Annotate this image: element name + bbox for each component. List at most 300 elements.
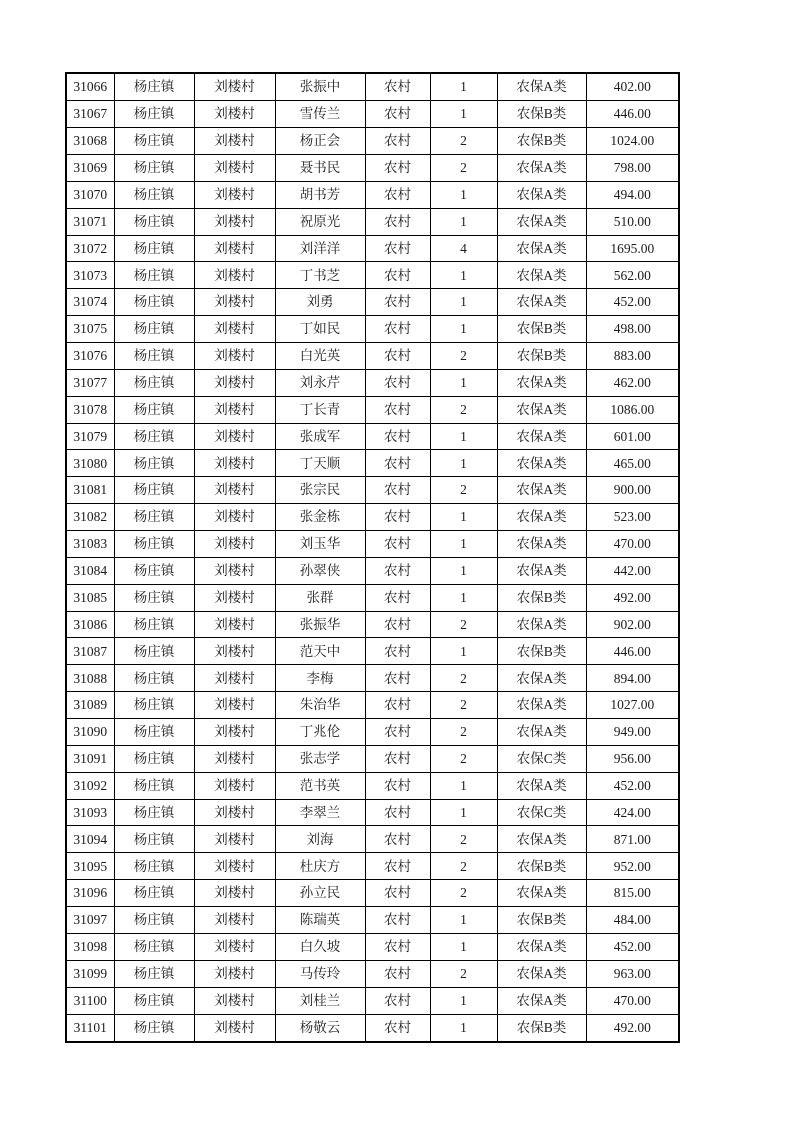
cell-residence-type: 农村: [365, 557, 430, 584]
cell-village: 刘楼村: [194, 960, 275, 987]
cell-person-count: 1: [430, 316, 497, 343]
cell-amount: 871.00: [586, 826, 679, 853]
cell-amount: 952.00: [586, 853, 679, 880]
cell-insurance-category: 农保A类: [497, 450, 586, 477]
cell-person-count: 2: [430, 880, 497, 907]
cell-person-count: 1: [430, 799, 497, 826]
cell-insurance-category: 农保A类: [497, 611, 586, 638]
cell-name: 张宗民: [275, 477, 365, 504]
cell-town: 杨庄镇: [114, 477, 194, 504]
cell-id: 31088: [66, 665, 114, 692]
cell-amount: 902.00: [586, 611, 679, 638]
cell-id: 31067: [66, 101, 114, 128]
table-row: [66, 504, 679, 531]
table-row: [66, 369, 679, 396]
cell-insurance-category: 农保B类: [497, 343, 586, 370]
cell-village: 刘楼村: [194, 450, 275, 477]
cell-residence-type: 农村: [365, 880, 430, 907]
cell-town: 杨庄镇: [114, 155, 194, 182]
cell-name: 张金栋: [275, 504, 365, 531]
cell-person-count: 1: [430, 101, 497, 128]
cell-id: 31089: [66, 692, 114, 719]
cell-amount: 452.00: [586, 933, 679, 960]
table-body: [66, 73, 679, 1042]
cell-village: 刘楼村: [194, 638, 275, 665]
cell-person-count: 1: [430, 933, 497, 960]
cell-town: 杨庄镇: [114, 181, 194, 208]
cell-person-count: 2: [430, 745, 497, 772]
cell-residence-type: 农村: [365, 423, 430, 450]
cell-name: 祝原光: [275, 208, 365, 235]
cell-amount: 1027.00: [586, 692, 679, 719]
cell-village: 刘楼村: [194, 719, 275, 746]
cell-amount: 462.00: [586, 369, 679, 396]
cell-village: 刘楼村: [194, 155, 275, 182]
cell-person-count: 1: [430, 772, 497, 799]
cell-id: 31071: [66, 208, 114, 235]
cell-insurance-category: 农保A类: [497, 181, 586, 208]
cell-town: 杨庄镇: [114, 369, 194, 396]
cell-insurance-category: 农保A类: [497, 665, 586, 692]
cell-name: 朱治华: [275, 692, 365, 719]
cell-id: 31091: [66, 745, 114, 772]
cell-town: 杨庄镇: [114, 504, 194, 531]
cell-residence-type: 农村: [365, 772, 430, 799]
table-row: [66, 987, 679, 1014]
cell-person-count: 2: [430, 719, 497, 746]
cell-residence-type: 农村: [365, 73, 430, 101]
cell-person-count: 1: [430, 584, 497, 611]
cell-village: 刘楼村: [194, 826, 275, 853]
cell-insurance-category: 农保A类: [497, 719, 586, 746]
cell-name: 聂书民: [275, 155, 365, 182]
cell-insurance-category: 农保B类: [497, 853, 586, 880]
cell-name: 张群: [275, 584, 365, 611]
cell-id: 31099: [66, 960, 114, 987]
cell-town: 杨庄镇: [114, 799, 194, 826]
cell-village: 刘楼村: [194, 853, 275, 880]
cell-id: 31095: [66, 853, 114, 880]
cell-residence-type: 农村: [365, 987, 430, 1014]
cell-name: 杨正会: [275, 128, 365, 155]
cell-amount: 601.00: [586, 423, 679, 450]
cell-id: 31070: [66, 181, 114, 208]
cell-id: 31086: [66, 611, 114, 638]
cell-residence-type: 农村: [365, 450, 430, 477]
table-row: [66, 638, 679, 665]
cell-town: 杨庄镇: [114, 343, 194, 370]
cell-name: 张成军: [275, 423, 365, 450]
cell-id: 31083: [66, 531, 114, 558]
table-row: [66, 907, 679, 934]
cell-amount: 494.00: [586, 181, 679, 208]
table-row: [66, 128, 679, 155]
cell-person-count: 1: [430, 73, 497, 101]
cell-town: 杨庄镇: [114, 262, 194, 289]
cell-insurance-category: 农保A类: [497, 826, 586, 853]
cell-residence-type: 农村: [365, 665, 430, 692]
cell-residence-type: 农村: [365, 692, 430, 719]
cell-insurance-category: 农保A类: [497, 262, 586, 289]
table-row: [66, 611, 679, 638]
cell-town: 杨庄镇: [114, 557, 194, 584]
cell-village: 刘楼村: [194, 665, 275, 692]
cell-id: 31072: [66, 235, 114, 262]
cell-town: 杨庄镇: [114, 101, 194, 128]
cell-person-count: 2: [430, 611, 497, 638]
cell-person-count: 1: [430, 208, 497, 235]
cell-name: 胡书芳: [275, 181, 365, 208]
cell-id: 31079: [66, 423, 114, 450]
cell-residence-type: 农村: [365, 235, 430, 262]
cell-insurance-category: 农保A类: [497, 880, 586, 907]
cell-insurance-category: 农保A类: [497, 155, 586, 182]
cell-insurance-category: 农保B类: [497, 128, 586, 155]
table-row: [66, 584, 679, 611]
cell-town: 杨庄镇: [114, 531, 194, 558]
cell-id: 31094: [66, 826, 114, 853]
cell-id: 31090: [66, 719, 114, 746]
cell-amount: 452.00: [586, 289, 679, 316]
cell-amount: 900.00: [586, 477, 679, 504]
cell-amount: 1086.00: [586, 396, 679, 423]
cell-amount: 446.00: [586, 638, 679, 665]
cell-insurance-category: 农保A类: [497, 477, 586, 504]
cell-village: 刘楼村: [194, 343, 275, 370]
cell-insurance-category: 农保A类: [497, 423, 586, 450]
cell-insurance-category: 农保A类: [497, 73, 586, 101]
cell-town: 杨庄镇: [114, 1014, 194, 1042]
cell-residence-type: 农村: [365, 369, 430, 396]
cell-town: 杨庄镇: [114, 316, 194, 343]
cell-amount: 446.00: [586, 101, 679, 128]
cell-town: 杨庄镇: [114, 289, 194, 316]
cell-person-count: 2: [430, 665, 497, 692]
cell-residence-type: 农村: [365, 477, 430, 504]
cell-town: 杨庄镇: [114, 450, 194, 477]
cell-name: 陈瑞英: [275, 907, 365, 934]
table-row: [66, 880, 679, 907]
cell-insurance-category: 农保A类: [497, 531, 586, 558]
cell-name: 刘玉华: [275, 531, 365, 558]
cell-amount: 949.00: [586, 719, 679, 746]
table-row: [66, 477, 679, 504]
table-row: [66, 450, 679, 477]
cell-village: 刘楼村: [194, 880, 275, 907]
cell-town: 杨庄镇: [114, 853, 194, 880]
cell-person-count: 2: [430, 343, 497, 370]
cell-amount: 498.00: [586, 316, 679, 343]
table-row: [66, 423, 679, 450]
cell-name: 刘海: [275, 826, 365, 853]
cell-town: 杨庄镇: [114, 611, 194, 638]
cell-insurance-category: 农保B类: [497, 907, 586, 934]
cell-name: 张振中: [275, 73, 365, 101]
cell-village: 刘楼村: [194, 557, 275, 584]
cell-village: 刘楼村: [194, 181, 275, 208]
insurance-roster-table: [65, 72, 680, 1043]
cell-id: 31101: [66, 1014, 114, 1042]
cell-residence-type: 农村: [365, 745, 430, 772]
cell-person-count: 1: [430, 369, 497, 396]
cell-town: 杨庄镇: [114, 745, 194, 772]
cell-town: 杨庄镇: [114, 907, 194, 934]
cell-name: 范书英: [275, 772, 365, 799]
table-row: [66, 557, 679, 584]
cell-village: 刘楼村: [194, 799, 275, 826]
cell-id: 31076: [66, 343, 114, 370]
table-row: [66, 960, 679, 987]
cell-village: 刘楼村: [194, 73, 275, 101]
cell-town: 杨庄镇: [114, 638, 194, 665]
cell-amount: 798.00: [586, 155, 679, 182]
table-row: [66, 208, 679, 235]
table-row: [66, 826, 679, 853]
cell-amount: 1695.00: [586, 235, 679, 262]
cell-amount: 956.00: [586, 745, 679, 772]
cell-name: 杨敬云: [275, 1014, 365, 1042]
cell-id: 31097: [66, 907, 114, 934]
cell-village: 刘楼村: [194, 101, 275, 128]
table-row: [66, 262, 679, 289]
cell-insurance-category: 农保A类: [497, 289, 586, 316]
cell-residence-type: 农村: [365, 289, 430, 316]
cell-amount: 883.00: [586, 343, 679, 370]
cell-name: 马传玲: [275, 960, 365, 987]
cell-residence-type: 农村: [365, 719, 430, 746]
cell-id: 31077: [66, 369, 114, 396]
cell-amount: 562.00: [586, 262, 679, 289]
cell-village: 刘楼村: [194, 128, 275, 155]
cell-id: 31100: [66, 987, 114, 1014]
cell-town: 杨庄镇: [114, 880, 194, 907]
cell-village: 刘楼村: [194, 208, 275, 235]
cell-name: 丁如民: [275, 316, 365, 343]
cell-id: 31098: [66, 933, 114, 960]
cell-person-count: 1: [430, 638, 497, 665]
cell-town: 杨庄镇: [114, 584, 194, 611]
cell-town: 杨庄镇: [114, 933, 194, 960]
table-row: [66, 933, 679, 960]
cell-person-count: 2: [430, 128, 497, 155]
cell-amount: 894.00: [586, 665, 679, 692]
cell-id: 31066: [66, 73, 114, 101]
cell-residence-type: 农村: [365, 128, 430, 155]
cell-village: 刘楼村: [194, 369, 275, 396]
cell-village: 刘楼村: [194, 692, 275, 719]
cell-id: 31093: [66, 799, 114, 826]
cell-person-count: 2: [430, 692, 497, 719]
cell-person-count: 1: [430, 450, 497, 477]
cell-amount: 492.00: [586, 584, 679, 611]
cell-amount: 484.00: [586, 907, 679, 934]
cell-person-count: 1: [430, 289, 497, 316]
cell-person-count: 4: [430, 235, 497, 262]
cell-town: 杨庄镇: [114, 960, 194, 987]
cell-insurance-category: 农保B类: [497, 638, 586, 665]
table-row: [66, 853, 679, 880]
table-row: [66, 396, 679, 423]
table-row: [66, 73, 679, 101]
cell-id: 31092: [66, 772, 114, 799]
cell-name: 雪传兰: [275, 101, 365, 128]
table-row: [66, 719, 679, 746]
cell-village: 刘楼村: [194, 235, 275, 262]
cell-id: 31074: [66, 289, 114, 316]
cell-person-count: 1: [430, 181, 497, 208]
cell-residence-type: 农村: [365, 316, 430, 343]
cell-name: 丁天顺: [275, 450, 365, 477]
cell-person-count: 1: [430, 987, 497, 1014]
cell-id: 31075: [66, 316, 114, 343]
cell-id: 31085: [66, 584, 114, 611]
cell-insurance-category: 农保A类: [497, 369, 586, 396]
table-row: [66, 692, 679, 719]
cell-amount: 1024.00: [586, 128, 679, 155]
cell-village: 刘楼村: [194, 584, 275, 611]
cell-person-count: 2: [430, 853, 497, 880]
cell-village: 刘楼村: [194, 772, 275, 799]
cell-id: 31073: [66, 262, 114, 289]
cell-name: 杜庆方: [275, 853, 365, 880]
cell-village: 刘楼村: [194, 477, 275, 504]
cell-town: 杨庄镇: [114, 423, 194, 450]
cell-town: 杨庄镇: [114, 772, 194, 799]
cell-id: 31084: [66, 557, 114, 584]
cell-name: 刘永芹: [275, 369, 365, 396]
cell-town: 杨庄镇: [114, 719, 194, 746]
cell-person-count: 2: [430, 155, 497, 182]
cell-insurance-category: 农保A类: [497, 960, 586, 987]
cell-insurance-category: 农保A类: [497, 396, 586, 423]
cell-name: 白光英: [275, 343, 365, 370]
cell-name: 丁长青: [275, 396, 365, 423]
cell-person-count: 1: [430, 557, 497, 584]
cell-insurance-category: 农保A类: [497, 208, 586, 235]
cell-village: 刘楼村: [194, 611, 275, 638]
cell-village: 刘楼村: [194, 396, 275, 423]
cell-name: 刘桂兰: [275, 987, 365, 1014]
cell-residence-type: 农村: [365, 799, 430, 826]
cell-town: 杨庄镇: [114, 128, 194, 155]
cell-insurance-category: 农保A类: [497, 557, 586, 584]
cell-town: 杨庄镇: [114, 665, 194, 692]
cell-amount: 815.00: [586, 880, 679, 907]
cell-amount: 510.00: [586, 208, 679, 235]
cell-person-count: 2: [430, 826, 497, 853]
cell-amount: 424.00: [586, 799, 679, 826]
cell-insurance-category: 农保A类: [497, 692, 586, 719]
cell-insurance-category: 农保B类: [497, 1014, 586, 1042]
cell-residence-type: 农村: [365, 155, 430, 182]
table-row: [66, 745, 679, 772]
cell-id: 31069: [66, 155, 114, 182]
cell-village: 刘楼村: [194, 987, 275, 1014]
cell-person-count: 1: [430, 262, 497, 289]
cell-residence-type: 农村: [365, 584, 430, 611]
cell-residence-type: 农村: [365, 343, 430, 370]
cell-village: 刘楼村: [194, 262, 275, 289]
cell-insurance-category: 农保C类: [497, 745, 586, 772]
cell-id: 31078: [66, 396, 114, 423]
cell-insurance-category: 农保A类: [497, 987, 586, 1014]
cell-name: 刘勇: [275, 289, 365, 316]
cell-residence-type: 农村: [365, 262, 430, 289]
table-row: [66, 1014, 679, 1042]
cell-insurance-category: 农保C类: [497, 799, 586, 826]
cell-village: 刘楼村: [194, 289, 275, 316]
cell-town: 杨庄镇: [114, 692, 194, 719]
cell-residence-type: 农村: [365, 611, 430, 638]
cell-amount: 492.00: [586, 1014, 679, 1042]
cell-person-count: 2: [430, 960, 497, 987]
cell-residence-type: 农村: [365, 396, 430, 423]
cell-name: 张振华: [275, 611, 365, 638]
cell-town: 杨庄镇: [114, 73, 194, 101]
cell-village: 刘楼村: [194, 907, 275, 934]
cell-village: 刘楼村: [194, 504, 275, 531]
cell-residence-type: 农村: [365, 853, 430, 880]
cell-town: 杨庄镇: [114, 396, 194, 423]
cell-residence-type: 农村: [365, 960, 430, 987]
cell-name: 白久坡: [275, 933, 365, 960]
cell-insurance-category: 农保A类: [497, 772, 586, 799]
cell-name: 李梅: [275, 665, 365, 692]
cell-amount: 470.00: [586, 531, 679, 558]
cell-id: 31082: [66, 504, 114, 531]
table-row: [66, 235, 679, 262]
cell-name: 孙立民: [275, 880, 365, 907]
cell-amount: 452.00: [586, 772, 679, 799]
table-row: [66, 181, 679, 208]
cell-person-count: 1: [430, 907, 497, 934]
cell-amount: 523.00: [586, 504, 679, 531]
table-row: [66, 799, 679, 826]
cell-village: 刘楼村: [194, 933, 275, 960]
cell-insurance-category: 农保A类: [497, 235, 586, 262]
table-row: [66, 343, 679, 370]
cell-residence-type: 农村: [365, 638, 430, 665]
cell-residence-type: 农村: [365, 181, 430, 208]
cell-village: 刘楼村: [194, 1014, 275, 1042]
table-row: [66, 289, 679, 316]
cell-residence-type: 农村: [365, 531, 430, 558]
cell-amount: 402.00: [586, 73, 679, 101]
cell-residence-type: 农村: [365, 504, 430, 531]
cell-insurance-category: 农保A类: [497, 933, 586, 960]
cell-person-count: 2: [430, 396, 497, 423]
table-row: [66, 665, 679, 692]
cell-residence-type: 农村: [365, 907, 430, 934]
cell-name: 孙翠侠: [275, 557, 365, 584]
cell-amount: 470.00: [586, 987, 679, 1014]
cell-name: 张志学: [275, 745, 365, 772]
cell-name: 刘洋洋: [275, 235, 365, 262]
cell-amount: 442.00: [586, 557, 679, 584]
table-row: [66, 155, 679, 182]
cell-person-count: 2: [430, 477, 497, 504]
cell-id: 31080: [66, 450, 114, 477]
cell-id: 31096: [66, 880, 114, 907]
cell-person-count: 1: [430, 504, 497, 531]
cell-amount: 465.00: [586, 450, 679, 477]
cell-town: 杨庄镇: [114, 208, 194, 235]
cell-id: 31068: [66, 128, 114, 155]
cell-residence-type: 农村: [365, 101, 430, 128]
cell-residence-type: 农村: [365, 1014, 430, 1042]
table-row: [66, 316, 679, 343]
table-row: [66, 531, 679, 558]
